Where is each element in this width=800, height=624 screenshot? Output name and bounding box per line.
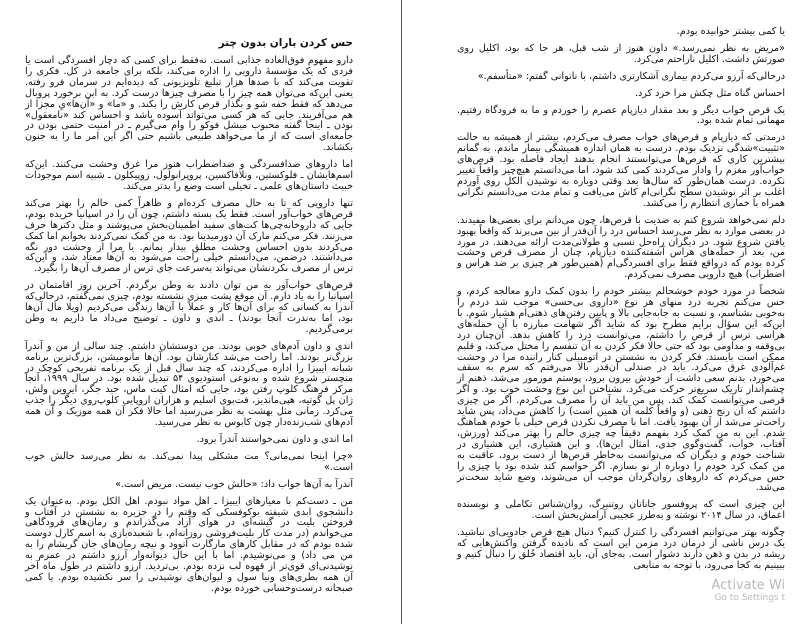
- paragraph: «چرا اینجا نمی‌مانی؟ مت مشکلی پیدا نمی‌کند. به نظر می‌رسد حالش خوب است.»: [25, 450, 353, 473]
- paragraph: شخصاً در مورد خودم خوشحالم بیشتر خودم را بدون کمک دارو معالجه کردم، و حس می‌کنم تجربه درد منهای هر نوع «داروی بی‌حسی» موجب شد دردم را به‌خوبی بشناسم، و نسبت به جابه‌جایی بالا و پایین رفتن‌های ذهنی‌ام هشیار شوم. با این‌که این سؤال برایم مطرح بود که شاید اگر شهامت مبارزه با آن حمله‌های هراسی ترس از قرص را داشتم، می‌توانست درد را کاهش بدهد. آن‌چنان درد بی‌وقفه و مداومی بود که حتی حالا فکر کردن به آن تنفسم را مختل می‌کند، و قلبم ممکن است بایستد. فکر کردن به نشستن در اتومبیلی کنار راننده مرا در وحشت غم‌آلودی غرق می‌کرد. باید در صندلی آن‌قدر بالا می‌رفتم که سرم به سقف می‌خورد، بدنم سعی داشت از خودش بیرون برود، پوستم مورمور می‌شد، ذهنم از چشم‌انداز تاریک سریع‌تر حرکت می‌کرد. نشناختن این نوع وحشت خوب بود. و اگر قرصی می‌توانست کمک کند. پس من باید آن را مصرف می‌کردم. اگر من چیزی داشتم که آن رنج ذهنی (و واقعاً کلمه آن همین است) را کاهش می‌داد، پس شاید راحت‌تر می‌شد از آن بهبود یافت. اما با مصرف نکردن قرص خیلی با خودم هماهنگ شدم. این به من کمک کرد بفهمم دقیقاً چه چیزی حالم را بهتر می‌کند (ورزش، آفتاب، خواب، گفت‌وگوی جدی، امثال این‌ها). و این هشیاری، این هشیاری در شناخت خودم و دیگران که می‌توانست به‌خاطر قرص‌ها از دست برود، عاقبت به من کمک کرد خودم را دوباره از نو بسازم. اگر حواسم کند شده بود یا چیزی را حس می‌کردم که داروهای روان‌گردان موجب آن می‌شوند، وضع شاید سخت‌تر می‌شد.: [457, 286, 785, 494]
- paragraph: دلم نمی‌خواهد شروع کنم به ضدیت با قرص‌ها، چون می‌دانم برای بعضی‌ها مفیدند. در بعضی موارد به نظر می‌رسد احساس درد را آن‌قدر از بین می‌برند که واقعاً بهبود یافتن شروع شود. در دیگران راه‌حل نسبی و طولانی‌مدت ارائه می‌دهند. در مورد من، بعد از حمله‌های هراس آشفته‌کننده دیازپام، چنان از مصرف قرص وحشت کرده بودم که درواقع فقط برای افسردگی‌ام (همین‌طور هر چیزی بر ضد هراس و اضطراب) هیچ دارویی مصرف نمی‌کردم.: [457, 214, 785, 281]
- paragraph: این چیزی است که پروفسور جاناتان روتنبرگ، روان‌شناس تکاملی و نویسنده اعماق، در سال ۲۰۱۴ نوشته و به‌طرز عجیبی آرامش‌بخش است.: [457, 499, 785, 522]
- paragraph: تنها دارویی که تا به حال مصرف کرده‌ام و ظاهراً کمی حالم را بهتر می‌کند قرص‌های خواب‌آور است. فقط یک بسته داشتم، چون آن را در اسپانیا خریده بودم، جایی که داروخانه‌چی‌ها کت‌های سفید اطمینان‌بخش می‌پوشند و مثل دکترها حرف می‌زنند. فکر می‌کنم مارک آن دورمیدینا بود. به من کمک نمی‌کردند بخوابم اما کمک می‌کردند بدون احساس وحشت مطلق بیدار بمانم. یا مرا از وحشت دور نگه می‌داشتند. درضمن، می‌دانستم خیلی راحت می‌شود به آن‌ها معتاد شد، و این‌که ترس از مصرف نکردنشان می‌تواند به‌سرعت جای ترس از مصرف آن‌ها را بگیرد.: [25, 197, 353, 275]
- paragraph: اندی و داون آدم‌های خوبی بودند. من دوستشان داشتم. چند سالی از من و آندرآ بزرگ‌تر بودند. اما راحت می‌شد کنارشان بود. آن‌ها مانومیشن، بزرگ‌ترین برنامه شبانه ایبیزا را اداره می‌کردند، که چند سال قبل از یک برنامه تفریحی کوچک در منچستر شروع شده و به‌نوعی استودیوی ۵۴ تبدیل شده بود. در سال ۱۹۹۹، آنجا مرکز فرهنگ کلوپ رفتن بود، جایی که امثال کیت ماس، جید جگر، ایروین ولش، ژان پل گوتیه، هپی‌ماندیز، فت‌بوی اسلیم و هزاران اروپایی کلوپ‌روی دیگر را جذب می‌کرد. زمانی مثل بهشت به نظر می‌رسید اما حالا فکر آن همه موزیک و آن همه آدم‌های شب‌زنده‌دار چون کابوس به نظر می‌رسید.: [25, 340, 353, 429]
- paragraph: چگونه بهتر می‌توانیم افسردگی را کنترل کنیم؟ دنبال هیچ قرص جادویی‌ای نباشید. یک درس ناشی از درمان درد مزمن این است که نادیده گرفتن واکنش‌هایی که ریشه در بدن و ذهن دارند دشوار است. به‌جای آن، باید اقتصاد خُلق را دنبال کنیم و ببینیم به کجا می‌رود، با توجه به منابعی: [457, 527, 785, 571]
- paragraph: «مریض به نظر نمی‌رسد.» داون هنوز از شب قبل، هر جا که بود، اکلیل روی صورتش داشت. اکلیل ناراحتم می‌کرد.: [457, 42, 785, 65]
- paragraph: یک قرص خواب دیگر و بعد مقدار دیازپام عصرم را خوردم و ما به فرودگاه رفتیم. مهمانی تمام شده بود.: [457, 104, 785, 127]
- activate-windows-settings-hint: Go to Settings t: [714, 592, 785, 603]
- paragraph: اما داروهای ضدافسردگی و ضداضطراب هنوز مرا غرق وحشت می‌کنند. این‌که اسم‌هایشان ـ فلوکستین، ونلافاکسین، پروپرانولول، زوپیکلون ـ شبیه اسم موجودات خبیث داستان‌های علمی ـ تخیلی است وضع را بدتر می‌کند.: [25, 159, 353, 192]
- paragraph: قرص‌های خواب‌آور به من توان دادند به وطن برگردم. آخرین روز اقامتمان در اسپانیا را به یاد دارم. آن موقع پشت میزی نشسته بودم، چیزی نمی‌گفتم، درحالی‌که آندرا به کسانی که برای آن‌ها کار و عملاً با آن‌ها زندگی می‌کردیم (ویلا مال آن‌ها بود، اما به‌ندرت آنجا بودند) ـ اندی و داون ـ توضیح می‌داد ما داریم به وطن برمی‌گردیم.: [25, 280, 353, 335]
- right-page: [401, 0, 800, 624]
- activate-windows-watermark: Activate Wi: [711, 577, 785, 593]
- paragraph: من ـ دست‌کم با معیارهای ایبیزا ـ اهل مواد نبودم. اهل الکل بودم. به‌عنوان یک دانشجوی ابدی شیفته بوکوفسکی که وقتم را در جزیره به نشستن در آفتاب و فروختن بلیت در گیشه‌ای در هوای آزاد می‌گذراندم و رمان‌های فرودگاهی می‌خواندم (در مدت کار بلیت‌فروشی روزانه‌ام، با شعبده‌بازی به اسم کارل دوست شده بودم که در مقابل کارهای مارگارت آتوود و نیچه رمان‌های جان گریشام را به من می داد) و می‌نوشیدم. اما با این حال دیوانه‌وار آرزو داشتم در عمرم به نوشیدنی‌ای قوی‌تر از قهوه لب نزده بودم. بی‌تردید. آرزو داشتم در طول ماه آخر آن همه بطری‌های ونیا سول و لیوان‌های نوشیدنی را سر نکشیده بودم. یا کمی صبحانه درست‌وحسابی خورده بودم.: [25, 495, 353, 594]
- paragraph: درمدتی که دیازپام و قرص‌های خواب مصرف می‌کردم، بیشتر از همیشه به حالت «تثبیت»شدگی نزدیک بودم. درست به همان اندازه همیشگی بیمار ماندم. به گمانم بیشترین کاری که قرص‌ها می‌توانستند انجام بدهند ایجاد فاصله بود. قرص‌های خواب‌آور مغزم را وادار می‌کردند کمی کند شود، اما می‌دانستم هیچ‌چیز واقعاً تغییر نکرده. درست همان‌طور که سال‌ها بعد وقتی دوباره به نوشیدن الکل روی آوردم اغلب بر اثر نوشیدن سطح نگرانی‌ام کاش می‌یافت و تمام مدت می‌دانستم نگرانی همراه با خماری انتظارم را می‌کشد.: [457, 132, 785, 209]
- chapter-title: حس کردن باران بدون چتر: [218, 37, 353, 49]
- paragraph: یا کمی بیشتر خوابیده بودم.: [676, 26, 785, 37]
- paragraph: احساس گناه مثل چکش مرا خرد کرد.: [634, 87, 785, 99]
- paragraph: درحالی‌که آرزو می‌کردم بیماری آشکارتری داشتم، با ناتوانی گفتم: «متأسفم.»: [477, 70, 785, 82]
- paragraph: دارو مفهوم فوق‌العاده جذابی است. نه‌فقط برای کسی که دچار افسردگی است یا فردی که یک مؤسسهٔ دارویی را اداره می‌کند، بلکه برای جامعه در کل. فکری را تقویت می‌کند که با صدها هزار تبلیغ تلویزیونی که دیده‌ایم در سرمان فرو رفته. یعنی این‌که می‌توان همه چیز را با مصرف چیزها درست کرد. به این برخورد پروبال می‌دهد که فقط خفه شو و بگذار قرص کارش را بکند. و «ما» و «آن‌ها»یِ مجزا از هم می‌آفریند. جایی که هر کسی می‌تواند آسوده باشد و احساس کند «نامعقول» بودن ـ اینجا گفته محبوب میشل فوکو را وام می‌گیرم ـ در امنیت حتمی بودن در جامعه‌ای است که از ما می‌خواهد طبیعی باشیم حتی اگر این امر ما را به جنون بکشاند.: [25, 55, 353, 154]
- paragraph: اما اندی و داون نمی‌خواستند آندرآ برود.: [196, 434, 353, 445]
- paragraph: آندرآ به آن‌ها جواب داد: «حالش خوب نیست. مریض است.»: [115, 478, 353, 490]
